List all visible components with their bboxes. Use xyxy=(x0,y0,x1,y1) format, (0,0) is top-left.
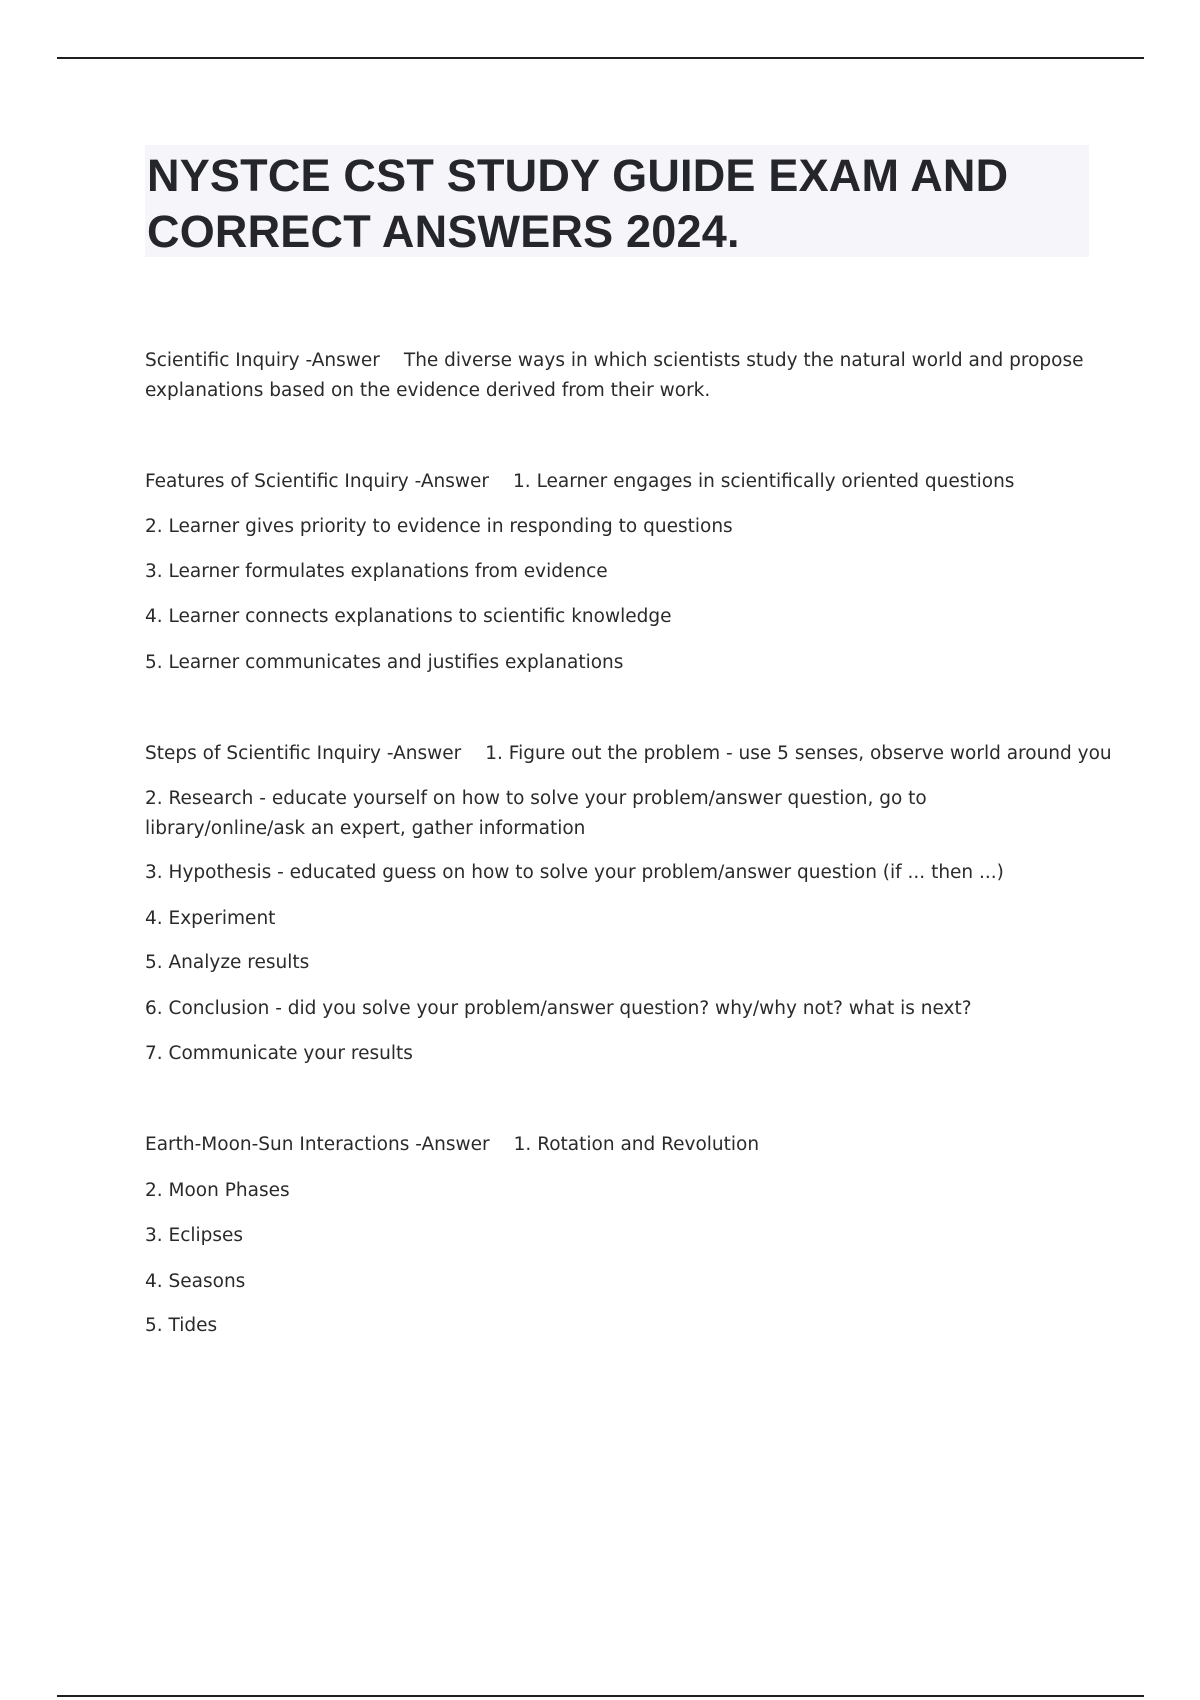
list-item: 5. Analyze results xyxy=(145,952,310,973)
list-item: 4. Experiment xyxy=(145,908,276,929)
section-steps-of-scientific-inquiry xyxy=(145,739,1112,769)
term-label: Scientific Inquiry -Answer xyxy=(145,350,380,371)
list-item: 3. Hypothesis - educated guess on how to solve your problem/answer question (if ... then ...) xyxy=(145,862,1004,883)
answer-text: 1. Learner engages in scientifically oriented questions xyxy=(513,471,1015,492)
list-item: 2. Learner gives priority to evidence in responding to questions xyxy=(145,516,733,537)
list-item: 4. Seasons xyxy=(145,1271,246,1292)
header-rule xyxy=(57,57,1144,59)
list-item: 3. Eclipses xyxy=(145,1225,244,1246)
list-item: 2. Moon Phases xyxy=(145,1180,290,1201)
answer-text: 1. Rotation and Revolution xyxy=(513,1134,760,1155)
list-item: 5. Tides xyxy=(145,1315,218,1336)
list-item: 4. Learner connects explanations to scientific knowledge xyxy=(145,606,672,627)
answer-text: 1. Figure out the problem - use 5 senses, observe world around you xyxy=(485,743,1112,764)
list-item: 3. Learner formulates explanations from evidence xyxy=(145,561,608,582)
list-item: 2. Research - educate yourself on how to solve your problem/answer question, go to library/online/ask an expert, gather information xyxy=(145,788,927,839)
footer-rule xyxy=(57,1695,1144,1697)
section-features-of-scientific-inquiry xyxy=(145,467,1085,497)
section-earth-moon-sun-interactions xyxy=(145,1130,1085,1160)
term-label: Earth-Moon-Sun Interactions -Answer xyxy=(145,1134,490,1155)
section-scientific-inquiry xyxy=(145,346,1085,406)
term-label: Features of Scientific Inquiry -Answer xyxy=(145,471,490,492)
list-item: 7. Communicate your results xyxy=(145,1043,413,1064)
document-title: NYSTCE CST STUDY GUIDE EXAM AND CORRECT ANSWERS 2024. xyxy=(147,150,1009,257)
list-item: 5. Learner communicates and justifies explanations xyxy=(145,652,624,673)
term-label: Steps of Scientific Inquiry -Answer xyxy=(145,743,462,764)
list-item: 6. Conclusion - did you solve your problem/answer question? why/why not? what is next? xyxy=(145,998,972,1019)
answer-text: The diverse ways in which scientists study the natural world and propose explanations based on the evidence derived from their work. xyxy=(145,350,1084,401)
